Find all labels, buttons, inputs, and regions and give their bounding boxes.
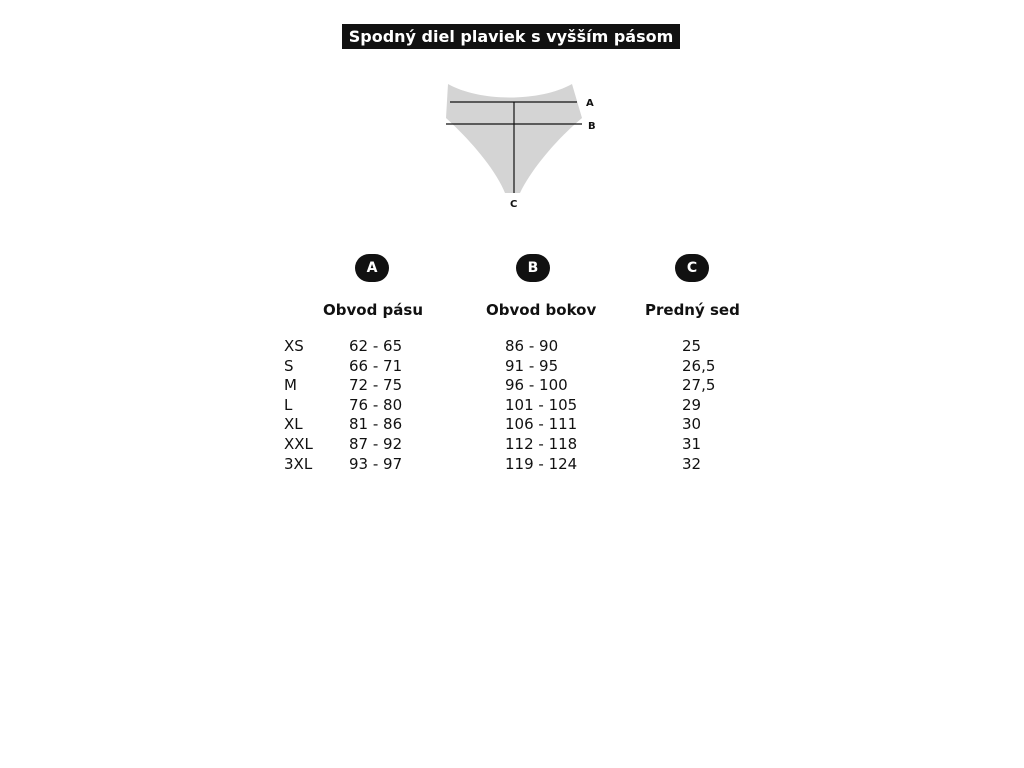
table-row <box>0 337 1024 357</box>
table-row <box>0 415 1024 435</box>
size-label: 3XL <box>284 454 313 473</box>
size-table <box>0 337 1024 474</box>
size-label: XS <box>284 337 304 355</box>
badge-c: C <box>675 254 709 282</box>
hips-value: 91 - 95 <box>505 356 559 375</box>
waist-value: 87 - 92 <box>349 434 403 453</box>
hips-value: 86 - 90 <box>505 337 559 355</box>
size-label: M <box>284 376 297 395</box>
front-rise-value: 29 <box>682 395 702 414</box>
header-hips: Obvod bokov <box>486 301 597 319</box>
diagram-label-b: B <box>588 121 596 132</box>
hips-value: 112 - 118 <box>505 434 578 453</box>
front-rise-value: 32 <box>682 454 702 473</box>
table-row <box>0 455 1024 475</box>
front-rise-value: 25 <box>682 337 702 355</box>
front-rise-value: 30 <box>682 415 702 434</box>
header-front-rise: Predný sed <box>645 301 740 319</box>
hips-value: 119 - 124 <box>505 454 578 473</box>
page-title: Spodný diel plaviek s vyšším pásom <box>342 24 680 49</box>
waist-value: 72 - 75 <box>349 376 403 395</box>
waist-value: 62 - 65 <box>349 337 403 355</box>
waist-value: 66 - 71 <box>349 356 403 375</box>
front-rise-value: 31 <box>682 434 702 453</box>
waist-value: 76 - 80 <box>349 395 403 414</box>
size-label: L <box>284 395 293 414</box>
swim-bottom-diagram <box>440 80 610 215</box>
table-row <box>0 357 1024 377</box>
size-label: XXL <box>284 434 313 453</box>
header-waist: Obvod pásu <box>323 301 423 319</box>
waist-value: 81 - 86 <box>349 415 403 434</box>
table-row <box>0 396 1024 416</box>
diagram-label-a: A <box>586 98 594 109</box>
front-rise-value: 27,5 <box>682 376 716 395</box>
badge-a: A <box>355 254 389 282</box>
hips-value: 96 - 100 <box>505 376 568 395</box>
front-rise-value: 26,5 <box>682 356 716 375</box>
table-row <box>0 435 1024 455</box>
size-label: S <box>284 356 294 375</box>
hips-value: 101 - 105 <box>505 395 578 414</box>
badge-b: B <box>516 254 550 282</box>
table-row <box>0 376 1024 396</box>
waist-value: 93 - 97 <box>349 454 403 473</box>
size-label: XL <box>284 415 303 434</box>
hips-value: 106 - 111 <box>505 415 578 434</box>
diagram-label-c: C <box>510 199 518 210</box>
